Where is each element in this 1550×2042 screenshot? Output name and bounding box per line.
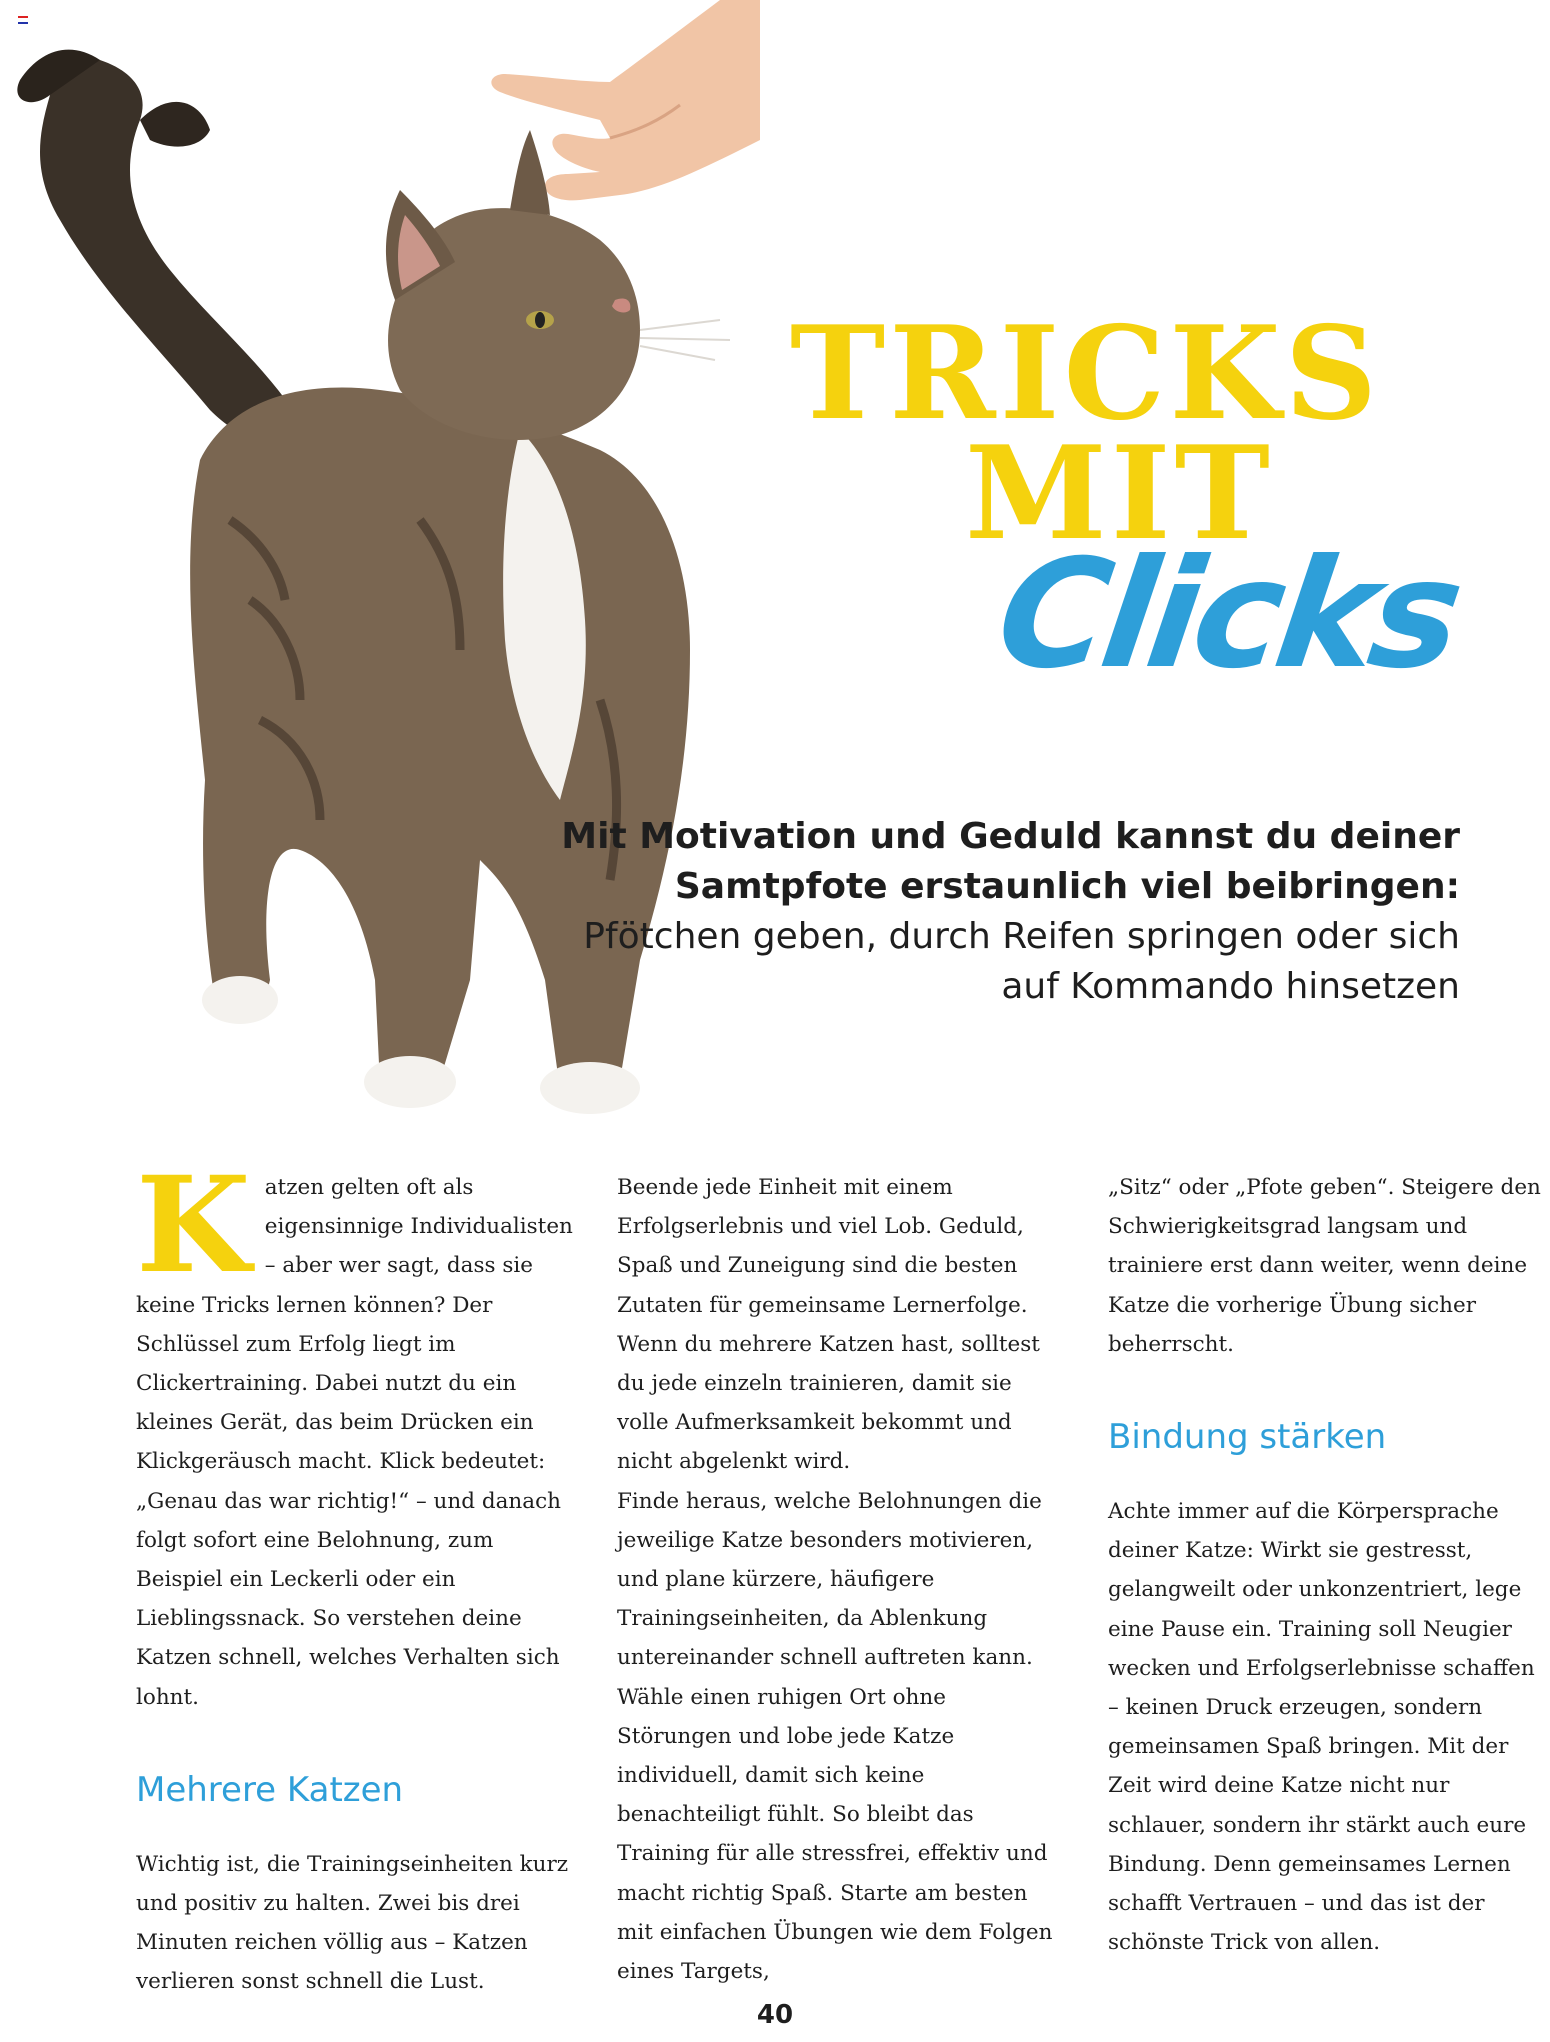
- subheading-bindung-staerken: Bindung stärken: [1108, 1417, 1387, 1458]
- article-column-3: [1108, 1168, 1548, 1962]
- lead-bold-line-1: Mit Motivation und Geduld kannst du deiner: [561, 816, 1460, 857]
- lead-text: [560, 812, 1460, 1012]
- intro-paragraph: [136, 1148, 576, 1717]
- title-line-tricks: TRICKS: [790, 299, 1382, 449]
- drop-cap: K: [136, 1148, 251, 1303]
- paragraph-5: „Sitz“ oder „Pfote geben“. Steigere den Schwierigkeitsgrad langsam und trainiere erst dann weiter, wenn deine Katze die vorherige Übung sicher beherrscht.: [1108, 1175, 1541, 1357]
- paragraph-3: Beende jede Einheit mit einem Erfolgserlebnis und viel Lob. Geduld, Spaß und Zuneigung sind die besten Zutaten für gemeinsame Lernerfolge. Wenn du mehrere Katzen hast, solltest du jede einzeln trainieren, damit sie volle Aufmerksamkeit bekommt und nicht abgelenkt wird.: [617, 1175, 1040, 1475]
- paragraph-4: Finde heraus, welche Belohnungen die jeweilige Katze besonders motivieren, und plane kürzere, häufigere Trainingseinheiten, da Ablenkung untereinander schnell auftreten kann. Wähle einen ruhigen Ort ohne Störungen und lobe jede Katze individuell, damit sich keine benachteiligt fühlt. So bleibt das Training für alle stressfrei, effektiv und macht richtig Spaß. Starte am besten mit einfachen Übungen wie dem Folgen eines Targets,: [617, 1488, 1053, 1985]
- paragraph-6: Achte immer auf die Körpersprache deiner Katze: Wirkt sie gestresst, gelangweilt oder unkonzentriert, lege eine Pause ein. Training soll Neugier wecken und Erfolgserlebnisse schaffen – keinen Druck erzeugen, sondern gemeinsamen Spaß bringen. Mit der Zeit wird deine Katze nicht nur schlauer, sondern ihr stärkt auch eure Bindung. Denn gemeinsames Lernen schafft Vertrauen – und das ist der schönste Trick von allen.: [1108, 1499, 1535, 1956]
- cat-tail: [17, 50, 300, 439]
- article-column-1: [136, 1148, 576, 2002]
- subheading-mehrere-katzen: Mehrere Katzen: [136, 1769, 404, 1810]
- lead-regular-line-1: Pfötchen geben, durch Reifen springen oder sich: [583, 916, 1460, 957]
- page-number: 40: [756, 2000, 794, 2030]
- title-line-mit: MIT: [965, 419, 1274, 569]
- lead-bold-line-2: Samtpfote erstaunlich viel beibringen:: [674, 866, 1460, 907]
- title-script-clicks: Clicks: [987, 528, 1468, 702]
- lead-regular-line-2: auf Kommando hinsetzen: [1001, 966, 1460, 1007]
- paragraph-2: Wichtig ist, die Trainingseinheiten kurz und positiv zu halten. Zwei bis drei Minuten reichen völlig aus – Katzen verlieren sonst schnell die Lust.: [136, 1851, 569, 1995]
- intro-text: atzen gelten oft als eigensinnige Individualisten – aber wer sagt, dass sie keine Tricks lernen können? Der Schlüssel zum Erfolg liegt im Clickertraining. Dabei nutzt du ein kleines Gerät, das beim Drücken ein Klickgeräusch macht. Klick bedeutet: „Genau das war richtig!“ – und danach folgt sofort eine Belohnung, zum Beispiel ein Leckerli oder ein Lieblingssnack. So verstehen deine Katzen schnell, welches Verhalten sich lohnt.: [136, 1175, 573, 1710]
- article-column-2: [617, 1168, 1057, 1991]
